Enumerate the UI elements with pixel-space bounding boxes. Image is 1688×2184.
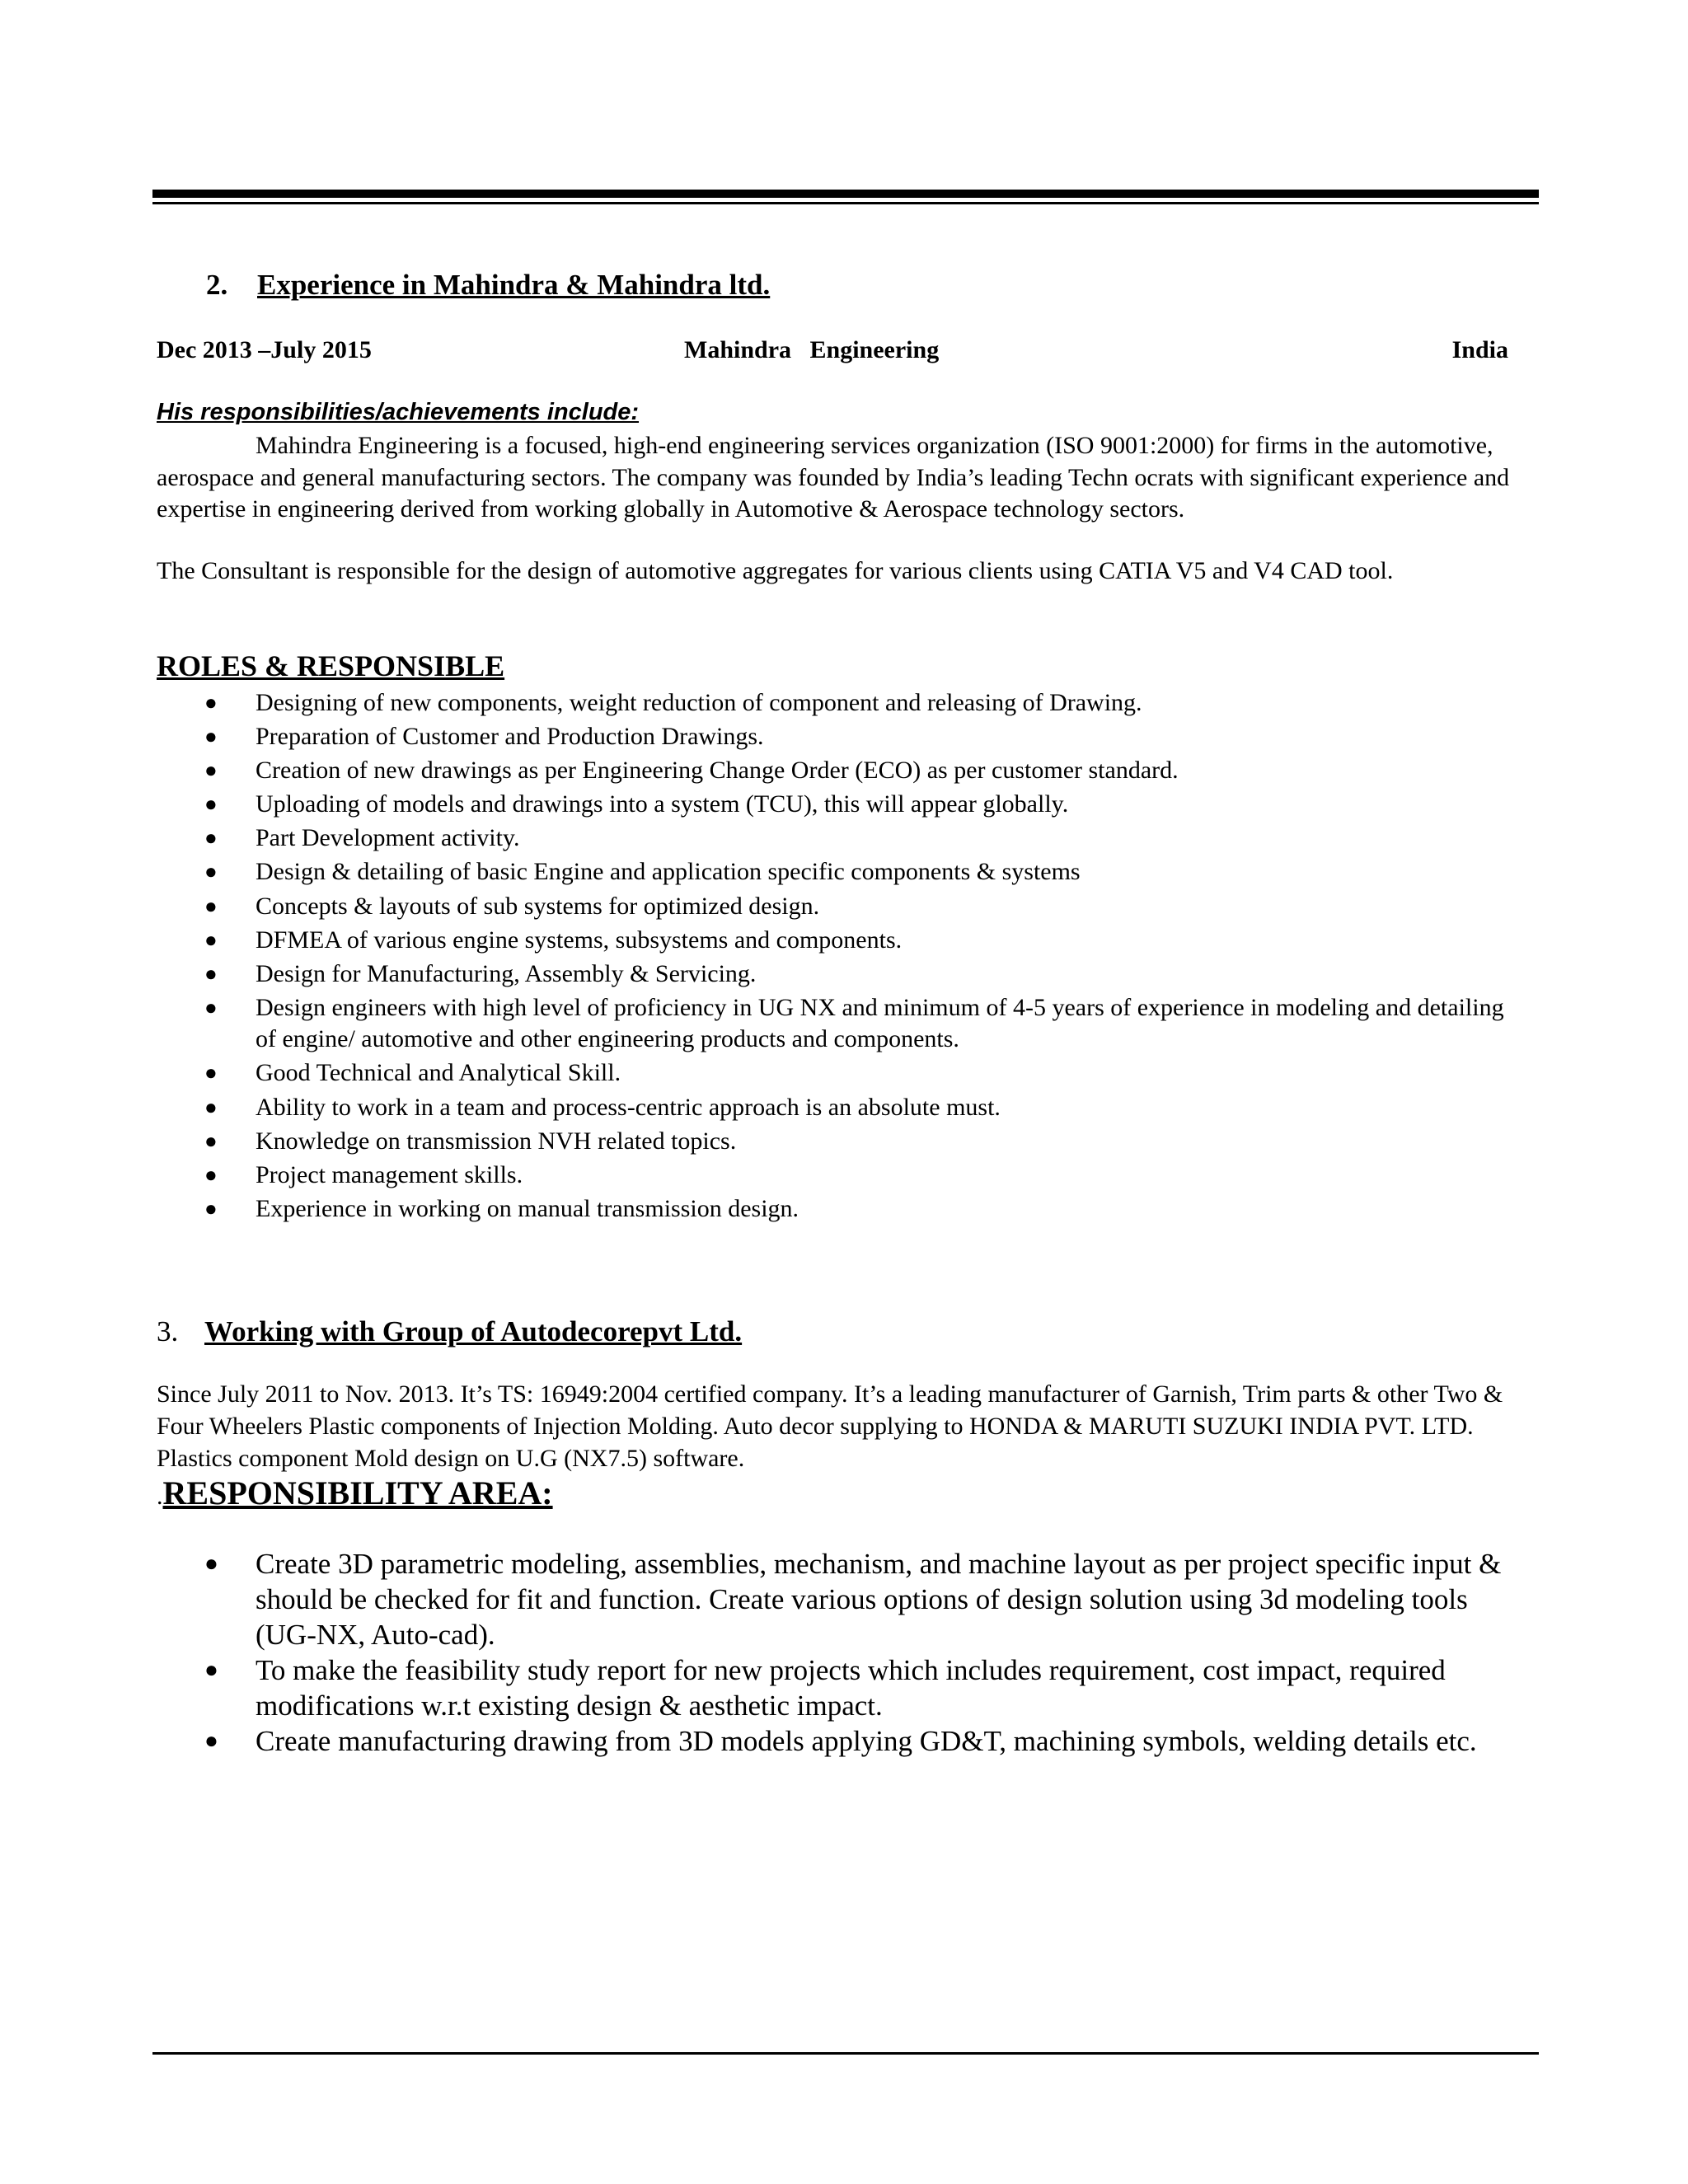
job-meta-row — [157, 336, 1508, 369]
bullet-icon: ● — [204, 860, 218, 884]
section3-heading — [157, 1315, 742, 1348]
bullet-icon: ● — [204, 1196, 218, 1221]
bullet-icon: ● — [204, 826, 218, 851]
section3-number: 3. — [157, 1315, 179, 1347]
list-item — [0, 1723, 1525, 1759]
roles-list — [0, 687, 1525, 1227]
list-item — [0, 958, 1517, 991]
list-item — [0, 687, 1517, 719]
list-item-text: Design for Manufacturing, Assembly & Servicing. — [256, 959, 757, 987]
list-item — [0, 992, 1517, 1056]
list-item — [0, 1126, 1517, 1158]
list-item-text: Ability to work in a team and process-centric approach is an absolute must. — [256, 1093, 1001, 1121]
list-item — [0, 823, 1517, 855]
list-item-text: Creation of new drawings as per Engineering Change Order (ECO) as per customer standard. — [256, 757, 1179, 785]
list-item-text: Concepts & layouts of sub systems for optimized design. — [256, 892, 820, 920]
section2-title: Experience in Mahindra & Mahindra ltd. — [257, 269, 771, 301]
top-rule-thick — [152, 190, 1539, 198]
list-item — [0, 925, 1517, 957]
bullet-icon: ● — [204, 792, 218, 817]
bullet-icon: ● — [204, 1162, 218, 1187]
bullet-icon: ● — [204, 1061, 218, 1085]
bullet-icon: ● — [204, 1551, 218, 1577]
list-item — [0, 891, 1517, 923]
autodecor-description: Since July 2011 to Nov. 2013. It’s TS: 16949:2004 certified company. It’s a leading manufacturer of Garnish, Trim parts & other Two & Four Wheelers Plastic components of Injection Molding. Auto decor supplying to HONDA & MARUTI SUZUKI INDIA PVT. LTD. Plastics component Mold design on U.G (NX7.5) software. — [157, 1380, 1503, 1472]
list-item-text: Experience in working on manual transmission design. — [256, 1194, 799, 1222]
list-item-text: Good Technical and Analytical Skill. — [256, 1059, 621, 1087]
company-description: Mahindra Engineering is a focused, high-end engineering services organization (ISO 9001:2000) for firms in the automotive, aerospace and general manufacturing sectors. The company was founded by India’s leading Techn ocrats with significant experience and expertise in engineering derived from working globally in Automotive & Aerospace technology sectors. — [157, 432, 1510, 523]
list-item — [0, 755, 1517, 787]
bullet-icon: ● — [204, 1728, 218, 1754]
responsibility-area-title: RESPONSIBILITY AREA: — [162, 1474, 553, 1511]
responsibility-area-list — [0, 1546, 1525, 1759]
list-item — [0, 1193, 1517, 1226]
list-item-text: Create 3D parametric modeling, assemblies, mechanism, and machine layout as per project specific input & should be checked for fit and function. Create various options of design solution using 3d modeling tools (UG-NX, Auto-cad). — [256, 1548, 1502, 1651]
responsibilities-heading: His responsibilities/achievements include: — [157, 399, 640, 425]
section3-title: Working with Group of Autodecorepvt Ltd. — [204, 1315, 743, 1347]
bullet-icon: ● — [204, 758, 218, 783]
top-rule-thin — [152, 202, 1539, 204]
bullet-icon: ● — [204, 724, 218, 749]
list-item — [0, 721, 1517, 753]
job-country: India — [1451, 336, 1508, 363]
section2-number: 2. — [206, 269, 228, 301]
list-item — [0, 1652, 1525, 1723]
consultant-description: The Consultant is responsible for the design of automotive aggregates for various clients using CATIA V5 and V4 CAD tool. — [157, 557, 1394, 584]
list-item-text: Project management skills. — [256, 1160, 523, 1188]
list-item — [0, 856, 1517, 888]
list-item-text: Create manufacturing drawing from 3D models applying GD&T, machining symbols, welding details etc. — [256, 1725, 1477, 1757]
list-item — [0, 1092, 1517, 1124]
list-item-text: Design & detailing of basic Engine and application specific components & systems — [256, 858, 1081, 886]
list-item-text: Uploading of models and drawings into a system (TCU), this will appear globally. — [256, 790, 1069, 818]
responsibility-area-heading — [157, 1474, 553, 1512]
job-company: Mahindra Engineering — [684, 336, 940, 363]
bullet-icon: ● — [204, 893, 218, 918]
list-item-text: Design engineers with high level of proficiency in UG NX and minimum of 4-5 years of experience in modeling and detailing of engine/ automotive and other engineering products and components. — [256, 993, 1504, 1053]
bullet-icon: ● — [204, 1657, 218, 1683]
bullet-icon: ● — [204, 1128, 218, 1153]
bullet-icon: ● — [204, 961, 218, 986]
list-item-text: Part Development activity. — [256, 824, 520, 852]
bullet-icon: ● — [204, 691, 218, 715]
list-item-text: DFMEA of various engine systems, subsystems and components. — [256, 926, 903, 954]
list-item-text: Preparation of Customer and Production Drawings. — [256, 723, 764, 751]
job-dates: Dec 2013 –July 2015 — [157, 336, 372, 363]
list-item-text: To make the feasibility study report for new projects which includes requirement, cost impact, required modifications w.r.t existing design & aesthetic impact. — [256, 1654, 1446, 1722]
list-item — [0, 1160, 1517, 1192]
roles-heading: ROLES & RESPONSIBLE — [157, 649, 505, 682]
bullet-icon: ● — [204, 927, 218, 952]
bullet-icon: ● — [204, 1094, 218, 1119]
list-item-text: Designing of new components, weight reduction of component and releasing of Drawing. — [256, 689, 1142, 716]
list-item — [0, 1057, 1517, 1090]
list-item — [0, 789, 1517, 821]
heading-prefix: . — [157, 1483, 163, 1510]
bullet-icon: ● — [204, 995, 218, 1019]
list-item — [0, 1546, 1525, 1652]
list-item-text: Knowledge on transmission NVH related topics. — [256, 1127, 737, 1155]
section2-heading — [206, 269, 770, 302]
bottom-rule — [152, 2052, 1539, 2055]
